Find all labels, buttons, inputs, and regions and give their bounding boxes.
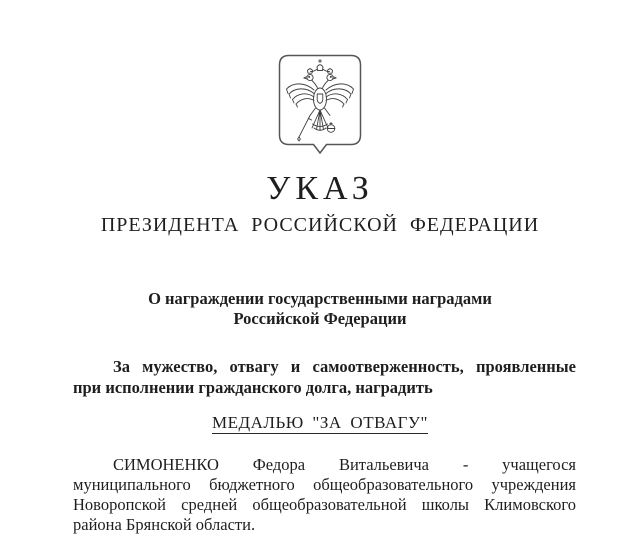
recipient-line-2: муниципального бюджетного общеобразовательного учреждения bbox=[73, 475, 576, 495]
recipient-line-3: Новоропской средней общеобразовательной школы Климовского bbox=[73, 495, 576, 515]
subject-line-2: Российской Федерации bbox=[233, 309, 407, 329]
russian-coat-of-arms-eagle-icon bbox=[278, 54, 362, 154]
recipient-line-4: района Брянской области. bbox=[73, 515, 256, 535]
decree-title: УКАЗ bbox=[266, 170, 374, 207]
subject-line-1: О награждении государственными наградами bbox=[148, 289, 492, 309]
preamble-paragraph bbox=[73, 356, 576, 398]
recipient-paragraph bbox=[73, 455, 576, 535]
decree-issuer-line: ПРЕЗИДЕНТА РОССИЙСКОЙ ФЕДЕРАЦИИ bbox=[100, 214, 540, 237]
emblem-container bbox=[0, 0, 640, 154]
decree-subject-heading bbox=[0, 289, 640, 329]
preamble-line-2: при исполнении гражданского долга, наградить bbox=[73, 378, 433, 398]
award-medal-line bbox=[0, 413, 640, 433]
recipient-line-1: СИМОНЕНКО Федора Витальевича - учащегося bbox=[113, 455, 576, 475]
medal-name-underlined: МЕДАЛЬЮ "ЗА ОТВАГУ" bbox=[212, 413, 428, 433]
preamble-line-1: За мужество, отвагу и самоотверженность, проявленные bbox=[113, 357, 576, 377]
